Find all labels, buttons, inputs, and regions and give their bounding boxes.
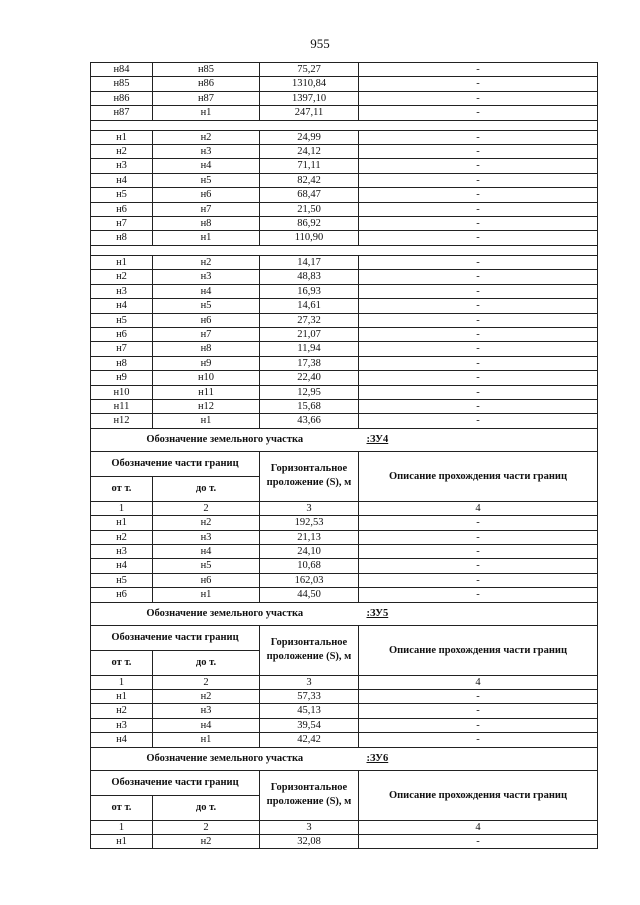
to-point-cell: н86 <box>153 77 260 91</box>
description-cell: - <box>359 544 598 558</box>
table-row <box>91 173 598 187</box>
description-cell: - <box>359 718 598 732</box>
from-point-cell: н8 <box>91 231 153 245</box>
to-point-cell: н11 <box>153 385 260 399</box>
to-point-cell: н85 <box>153 63 260 77</box>
from-point-cell: н8 <box>91 356 153 370</box>
from-point-cell: н9 <box>91 371 153 385</box>
boundary-table <box>90 62 598 849</box>
table-row <box>91 145 598 159</box>
horizontal-length-cell: 11,94 <box>260 342 359 356</box>
to-point-cell: н3 <box>153 145 260 159</box>
table-row <box>91 835 598 849</box>
description-header: Описание прохождения части границ <box>359 625 598 675</box>
table-row <box>91 255 598 269</box>
from-point-header: от т. <box>91 476 153 501</box>
from-point-cell: н1 <box>91 255 153 269</box>
column-number-cell: 2 <box>153 675 260 689</box>
part-boundary-header: Обозначение части границ <box>91 770 260 795</box>
description-cell: - <box>359 284 598 298</box>
description-cell: - <box>359 516 598 530</box>
horizontal-length-cell: 24,12 <box>260 145 359 159</box>
zone-code: :ЗУ6 <box>359 747 598 770</box>
to-point-cell: н6 <box>153 573 260 587</box>
column-number-cell: 3 <box>260 820 359 834</box>
table-row <box>91 188 598 202</box>
description-cell: - <box>359 327 598 341</box>
from-point-cell: н7 <box>91 217 153 231</box>
description-cell: - <box>359 704 598 718</box>
column-header-row <box>91 625 598 650</box>
from-point-cell: н84 <box>91 63 153 77</box>
from-point-cell: н1 <box>91 130 153 144</box>
from-point-header: от т. <box>91 650 153 675</box>
from-point-cell: н6 <box>91 202 153 216</box>
description-cell: - <box>359 270 598 284</box>
horizontal-length-cell: 27,32 <box>260 313 359 327</box>
horizontal-length-cell: 22,40 <box>260 371 359 385</box>
description-cell: - <box>359 573 598 587</box>
table-row <box>91 231 598 245</box>
zone-code: :ЗУ4 <box>359 428 598 451</box>
to-point-cell: н12 <box>153 399 260 413</box>
horizontal-length-cell: 21,07 <box>260 327 359 341</box>
table-row <box>91 217 598 231</box>
column-number-row <box>91 501 598 515</box>
horizontal-length-cell: 162,03 <box>260 573 359 587</box>
from-point-cell: н1 <box>91 690 153 704</box>
description-cell: - <box>359 530 598 544</box>
table-row <box>91 559 598 573</box>
to-point-cell: н2 <box>153 255 260 269</box>
description-cell: - <box>359 202 598 216</box>
table-row <box>91 284 598 298</box>
from-point-cell: н3 <box>91 159 153 173</box>
description-cell: - <box>359 91 598 105</box>
table-row <box>91 399 598 413</box>
to-point-header: до т. <box>153 795 260 820</box>
from-point-cell: н85 <box>91 77 153 91</box>
zone-label: Обозначение земельного участка <box>91 602 359 625</box>
description-cell: - <box>359 173 598 187</box>
from-point-cell: н1 <box>91 516 153 530</box>
from-point-cell: н2 <box>91 270 153 284</box>
horizontal-length-cell: 14,17 <box>260 255 359 269</box>
to-point-cell: н5 <box>153 299 260 313</box>
to-point-cell: н1 <box>153 106 260 120</box>
to-point-cell: н2 <box>153 835 260 849</box>
from-point-cell: н4 <box>91 559 153 573</box>
from-point-cell: н4 <box>91 299 153 313</box>
zone-label: Обозначение земельного участка <box>91 428 359 451</box>
table-row <box>91 690 598 704</box>
description-cell: - <box>359 733 598 747</box>
horizontal-length-cell: 110,90 <box>260 231 359 245</box>
to-point-cell: н87 <box>153 91 260 105</box>
from-point-cell: н1 <box>91 835 153 849</box>
table-row <box>91 516 598 530</box>
from-point-cell: н5 <box>91 188 153 202</box>
table-row <box>91 588 598 602</box>
from-point-cell: н11 <box>91 399 153 413</box>
column-header-row <box>91 451 598 476</box>
table-row <box>91 130 598 144</box>
description-cell: - <box>359 559 598 573</box>
from-point-cell: н3 <box>91 284 153 298</box>
horizontal-length-cell: 43,66 <box>260 414 359 428</box>
horizontal-length-cell: 24,99 <box>260 130 359 144</box>
to-point-cell: н3 <box>153 270 260 284</box>
description-cell: - <box>359 356 598 370</box>
zone-title-row <box>91 428 598 451</box>
from-point-cell: н6 <box>91 327 153 341</box>
description-cell: - <box>359 130 598 144</box>
horizontal-length-cell: 21,50 <box>260 202 359 216</box>
to-point-cell: н4 <box>153 544 260 558</box>
table-row <box>91 414 598 428</box>
from-point-cell: н3 <box>91 718 153 732</box>
description-cell: - <box>359 188 598 202</box>
page-number: 955 <box>310 36 330 51</box>
to-point-cell: н6 <box>153 188 260 202</box>
column-number-cell: 3 <box>260 501 359 515</box>
from-point-cell: н3 <box>91 544 153 558</box>
description-cell: - <box>359 231 598 245</box>
description-cell: - <box>359 690 598 704</box>
table-row <box>91 106 598 120</box>
description-cell: - <box>359 371 598 385</box>
horizontal-length-cell: 44,50 <box>260 588 359 602</box>
to-point-cell: н6 <box>153 313 260 327</box>
description-cell: - <box>359 145 598 159</box>
to-point-cell: н1 <box>153 733 260 747</box>
column-header-row <box>91 770 598 795</box>
table-row <box>91 544 598 558</box>
zone-label: Обозначение земельного участка <box>91 747 359 770</box>
description-cell: - <box>359 63 598 77</box>
from-point-cell: н7 <box>91 342 153 356</box>
to-point-cell: н1 <box>153 588 260 602</box>
description-cell: - <box>359 313 598 327</box>
contour-separator-row <box>91 245 598 255</box>
from-point-cell: н10 <box>91 385 153 399</box>
from-point-cell: н2 <box>91 530 153 544</box>
to-point-cell: н4 <box>153 159 260 173</box>
horizontal-length-header: Горизонтальное проложение (S), м <box>260 625 359 675</box>
part-boundary-header: Обозначение части границ <box>91 451 260 476</box>
to-point-header: до т. <box>153 650 260 675</box>
to-point-cell: н1 <box>153 231 260 245</box>
table-row <box>91 356 598 370</box>
to-point-cell: н10 <box>153 371 260 385</box>
horizontal-length-header: Горизонтальное проложение (S), м <box>260 451 359 501</box>
table-row <box>91 313 598 327</box>
from-point-cell: н12 <box>91 414 153 428</box>
to-point-cell: н7 <box>153 327 260 341</box>
description-cell: - <box>359 159 598 173</box>
column-number-cell: 1 <box>91 501 153 515</box>
horizontal-length-cell: 247,11 <box>260 106 359 120</box>
from-point-cell: н87 <box>91 106 153 120</box>
from-point-cell: н4 <box>91 733 153 747</box>
to-point-cell: н4 <box>153 718 260 732</box>
description-cell: - <box>359 588 598 602</box>
column-number-cell: 4 <box>359 820 598 834</box>
horizontal-length-cell: 39,54 <box>260 718 359 732</box>
from-point-cell: н6 <box>91 588 153 602</box>
horizontal-length-cell: 21,13 <box>260 530 359 544</box>
table-row <box>91 270 598 284</box>
table-row <box>91 733 598 747</box>
from-point-cell: н5 <box>91 573 153 587</box>
horizontal-length-cell: 57,33 <box>260 690 359 704</box>
horizontal-length-cell: 75,27 <box>260 63 359 77</box>
horizontal-length-cell: 16,93 <box>260 284 359 298</box>
horizontal-length-cell: 42,42 <box>260 733 359 747</box>
table-row <box>91 91 598 105</box>
description-cell: - <box>359 77 598 91</box>
column-number-row <box>91 675 598 689</box>
to-point-cell: н2 <box>153 690 260 704</box>
table-row <box>91 202 598 216</box>
contour-separator-row <box>91 120 598 130</box>
horizontal-length-cell: 1397,10 <box>260 91 359 105</box>
from-point-cell: н2 <box>91 145 153 159</box>
table-row <box>91 371 598 385</box>
horizontal-length-cell: 71,11 <box>260 159 359 173</box>
table-row <box>91 342 598 356</box>
horizontal-length-cell: 45,13 <box>260 704 359 718</box>
to-point-cell: н9 <box>153 356 260 370</box>
horizontal-length-cell: 24,10 <box>260 544 359 558</box>
horizontal-length-header: Горизонтальное проложение (S), м <box>260 770 359 820</box>
horizontal-length-cell: 86,92 <box>260 217 359 231</box>
column-number-cell: 3 <box>260 675 359 689</box>
column-number-cell: 2 <box>153 820 260 834</box>
table-row <box>91 385 598 399</box>
description-cell: - <box>359 385 598 399</box>
zone-title-row <box>91 602 598 625</box>
column-number-cell: 1 <box>91 820 153 834</box>
description-header: Описание прохождения части границ <box>359 451 598 501</box>
to-point-cell: н3 <box>153 704 260 718</box>
table-row <box>91 327 598 341</box>
to-point-cell: н5 <box>153 173 260 187</box>
column-number-cell: 1 <box>91 675 153 689</box>
column-number-row <box>91 820 598 834</box>
table-row <box>91 704 598 718</box>
description-cell: - <box>359 255 598 269</box>
horizontal-length-cell: 14,61 <box>260 299 359 313</box>
from-point-cell: н2 <box>91 704 153 718</box>
table-row <box>91 63 598 77</box>
description-cell: - <box>359 342 598 356</box>
to-point-cell: н4 <box>153 284 260 298</box>
to-point-cell: н7 <box>153 202 260 216</box>
from-point-header: от т. <box>91 795 153 820</box>
table-row <box>91 299 598 313</box>
part-boundary-header: Обозначение части границ <box>91 625 260 650</box>
horizontal-length-cell: 10,68 <box>260 559 359 573</box>
from-point-cell: н86 <box>91 91 153 105</box>
description-cell: - <box>359 399 598 413</box>
horizontal-length-cell: 1310,84 <box>260 77 359 91</box>
description-cell: - <box>359 835 598 849</box>
horizontal-length-cell: 12,95 <box>260 385 359 399</box>
description-cell: - <box>359 106 598 120</box>
column-number-cell: 4 <box>359 501 598 515</box>
horizontal-length-cell: 68,47 <box>260 188 359 202</box>
from-point-cell: н5 <box>91 313 153 327</box>
table-row <box>91 718 598 732</box>
to-point-cell: н8 <box>153 217 260 231</box>
zone-title-row <box>91 747 598 770</box>
description-cell: - <box>359 414 598 428</box>
horizontal-length-cell: 17,38 <box>260 356 359 370</box>
table-row <box>91 530 598 544</box>
separator-cell <box>91 245 598 255</box>
to-point-cell: н8 <box>153 342 260 356</box>
to-point-cell: н1 <box>153 414 260 428</box>
to-point-cell: н3 <box>153 530 260 544</box>
horizontal-length-cell: 15,68 <box>260 399 359 413</box>
to-point-cell: н5 <box>153 559 260 573</box>
boundary-table-body <box>91 63 598 849</box>
description-cell: - <box>359 299 598 313</box>
horizontal-length-cell: 82,42 <box>260 173 359 187</box>
column-number-cell: 4 <box>359 675 598 689</box>
separator-cell <box>91 120 598 130</box>
table-row <box>91 159 598 173</box>
to-point-header: до т. <box>153 476 260 501</box>
horizontal-length-cell: 48,83 <box>260 270 359 284</box>
horizontal-length-cell: 192,53 <box>260 516 359 530</box>
table-row <box>91 573 598 587</box>
column-number-cell: 2 <box>153 501 260 515</box>
zone-code: :ЗУ5 <box>359 602 598 625</box>
table-row <box>91 77 598 91</box>
to-point-cell: н2 <box>153 516 260 530</box>
description-header: Описание прохождения части границ <box>359 770 598 820</box>
description-cell: - <box>359 217 598 231</box>
from-point-cell: н4 <box>91 173 153 187</box>
horizontal-length-cell: 32,08 <box>260 835 359 849</box>
to-point-cell: н2 <box>153 130 260 144</box>
